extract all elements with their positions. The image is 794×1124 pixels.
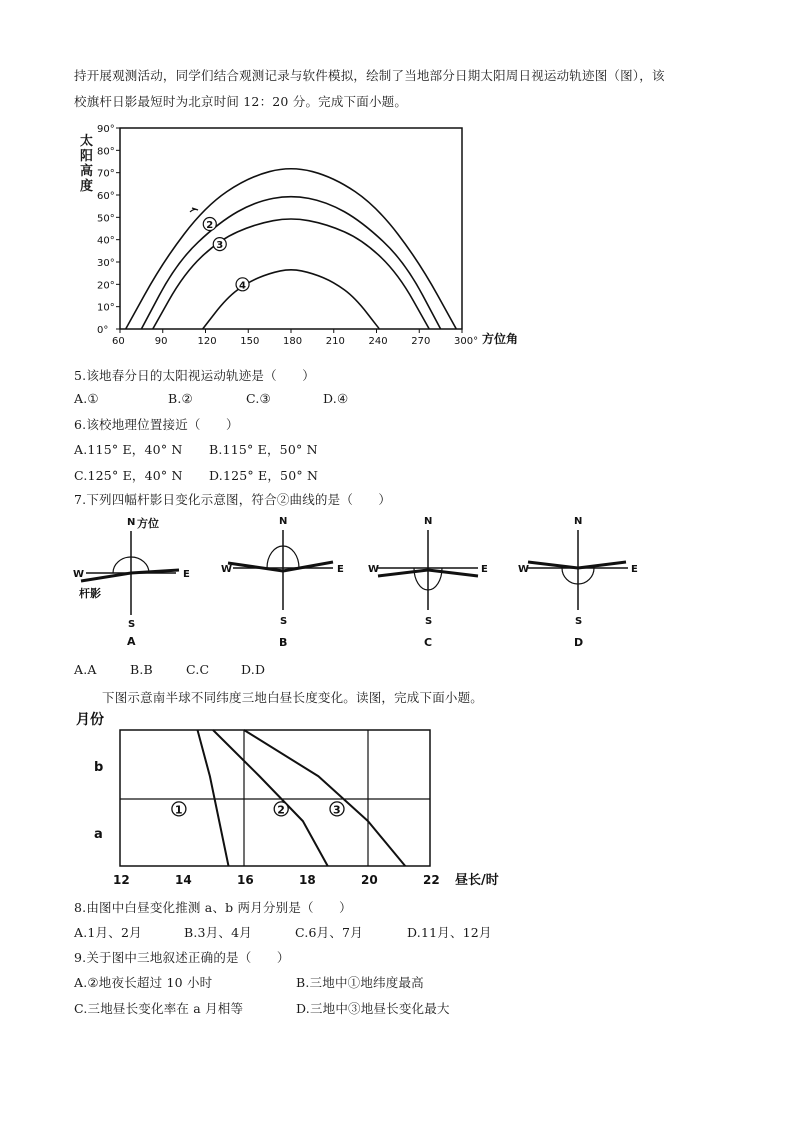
curve-label-3: 3 [333, 803, 341, 817]
q6-option-d[interactable]: D.125° E，50° N [209, 468, 319, 483]
q7-option-a[interactable]: A.A [74, 662, 97, 677]
daylength-curve-2 [213, 730, 328, 866]
shadow-diagrams [0, 518, 794, 658]
q7-option-b[interactable]: B.B [130, 662, 153, 677]
curve-label-2: 2 [277, 803, 285, 817]
q9-option-c[interactable]: C.三地昼长变化率在 a 月相等 [74, 1001, 244, 1016]
curve-label-1: 1 [174, 803, 183, 817]
daylength-chart [0, 700, 794, 900]
q5-option-b[interactable]: B.② [168, 391, 193, 406]
x-tick-label: 22 [423, 873, 440, 887]
q8-option-a[interactable]: A.1月、2月 [74, 925, 142, 940]
intro-line-2: 校旗杆日影最短时为北京时间 12：20 分。完成下面小题。 [74, 94, 408, 109]
q7-option-d[interactable]: D.D [241, 662, 266, 677]
question-6: 6.该校地理位置接近（ ） [74, 417, 239, 432]
q5-option-a[interactable]: A.① [74, 391, 99, 406]
y-tick-label: 40° [97, 235, 115, 247]
x-tick-label: 20 [361, 873, 378, 887]
compass-w: W [518, 564, 530, 575]
y-tick-label: 80° [97, 146, 115, 158]
y-tick-label: 20° [97, 280, 115, 292]
intro-2: 下图示意南半球不同纬度三地白昼长度变化。读图，完成下面小题。 [102, 690, 484, 705]
curve-label-2: 2 [206, 220, 214, 232]
x-axis-label: 昼长/时 [455, 873, 499, 888]
compass-s: S [280, 616, 288, 627]
q6-option-c[interactable]: C.125° E，40° N [74, 468, 183, 483]
compass-n: N [127, 517, 136, 528]
q8-option-c[interactable]: C.6月、7月 [295, 925, 363, 940]
x-tick-label: 60 [112, 336, 125, 347]
compass-w: W [221, 564, 233, 575]
intro-line-1: 持开展观测活动，同学们结合观测记录与软件模拟，绘制了当地部分日期太阳周日视运动轨迹图（图），该 [74, 68, 665, 83]
sun-path-curve-3 [153, 219, 429, 329]
compass-s: S [425, 616, 433, 627]
sun-path-curve-1 [126, 169, 457, 329]
compass-e: E [631, 564, 638, 575]
q9-option-a[interactable]: A.②地夜长超过 10 小时 [74, 975, 213, 990]
q6-option-b[interactable]: B.115° E，50° N [209, 442, 318, 457]
q5-option-d[interactable]: D.④ [323, 391, 349, 406]
compass-s: S [575, 616, 583, 627]
compass-s: S [128, 619, 136, 630]
compass-w: W [368, 564, 380, 575]
daylength-curve-3 [244, 730, 405, 866]
caption-d: D [574, 636, 584, 649]
row-label-a: a [94, 827, 103, 842]
x-tick-label: 16 [237, 873, 254, 887]
compass-e: E [337, 564, 344, 575]
x-tick-label: 12 [113, 873, 130, 887]
plot-frame [120, 128, 462, 329]
x-tick-label: 14 [175, 873, 192, 887]
y-axis-label-char: 高 [80, 164, 94, 179]
caption-a: A [127, 635, 136, 648]
x-tick-label: 180 [283, 336, 303, 347]
x-tick-label: 90 [154, 336, 168, 347]
compass-n: N [574, 516, 583, 527]
x-tick-label: 300° [454, 336, 479, 347]
compass-e: E [183, 569, 190, 580]
direction-label: 方位 [137, 517, 159, 530]
sun-path-curve-2 [141, 197, 440, 329]
curve-label-3: 3 [216, 240, 224, 252]
compass-e: E [481, 564, 488, 575]
compass-w: W [73, 569, 85, 580]
diagram-a [73, 516, 190, 648]
y-tick-label: 70° [97, 168, 115, 180]
shadow-label: 杆影 [79, 587, 101, 600]
caption-c: C [424, 636, 433, 649]
q8-option-d[interactable]: D.11月、12月 [407, 925, 492, 940]
x-tick-label: 150 [240, 336, 260, 347]
daylength-curve-1 [198, 730, 229, 866]
q6-option-a[interactable]: A.115° E，40° N [74, 442, 183, 457]
x-axis-label: 方位角 [482, 332, 519, 346]
caption-b: B [279, 636, 288, 649]
diagram-b [221, 516, 344, 649]
q7-option-c[interactable]: C.C [186, 662, 210, 677]
y-tick-label: 90° [97, 124, 115, 135]
diagram-d [518, 516, 638, 649]
x-tick-label: 210 [325, 336, 345, 347]
y-axis-label-char: 太 [80, 134, 94, 149]
question-7: 7.下列四幅杆影日变化示意图，符合②曲线的是（ ） [74, 492, 392, 507]
sun-path-plot [0, 0, 794, 360]
y-tick-label: 50° [97, 213, 115, 225]
y-tick-label: 0° [97, 325, 109, 336]
y-axis-label-char: 阳 [80, 149, 94, 164]
q8-option-b[interactable]: B.3月、4月 [184, 925, 252, 940]
question-9: 9.关于图中三地叙述正确的是（ ） [74, 950, 290, 965]
y-tick-label: 30° [97, 258, 115, 269]
x-tick-label: 120 [197, 336, 217, 347]
y-tick-label: 10° [97, 302, 115, 314]
compass-n: N [279, 516, 288, 527]
q5-option-c[interactable]: C.③ [246, 391, 271, 406]
x-tick-label: 18 [299, 873, 316, 887]
sketch-mark [190, 208, 198, 212]
curve-label-4: 4 [239, 280, 247, 292]
q9-option-d[interactable]: D.三地中③地昼长变化最大 [296, 1001, 450, 1016]
compass-n: N [424, 516, 433, 527]
question-5: 5.该地春分日的太阳视运动轨迹是（ ） [74, 368, 315, 383]
y-tick-label: 60° [97, 191, 115, 202]
x-tick-label: 240 [368, 336, 388, 347]
diagram-c [368, 516, 488, 649]
row-label-b: b [94, 760, 104, 775]
question-8: 8.由图中白昼变化推测 a、b 两月分别是（ ） [74, 900, 352, 915]
y-axis-label-char: 度 [80, 179, 94, 194]
sun-path-curve-4 [203, 270, 380, 329]
x-tick-label: 270 [411, 336, 431, 347]
q9-option-b[interactable]: B.三地中①地纬度最高 [296, 975, 424, 990]
y-axis-label: 月份 [76, 712, 104, 728]
